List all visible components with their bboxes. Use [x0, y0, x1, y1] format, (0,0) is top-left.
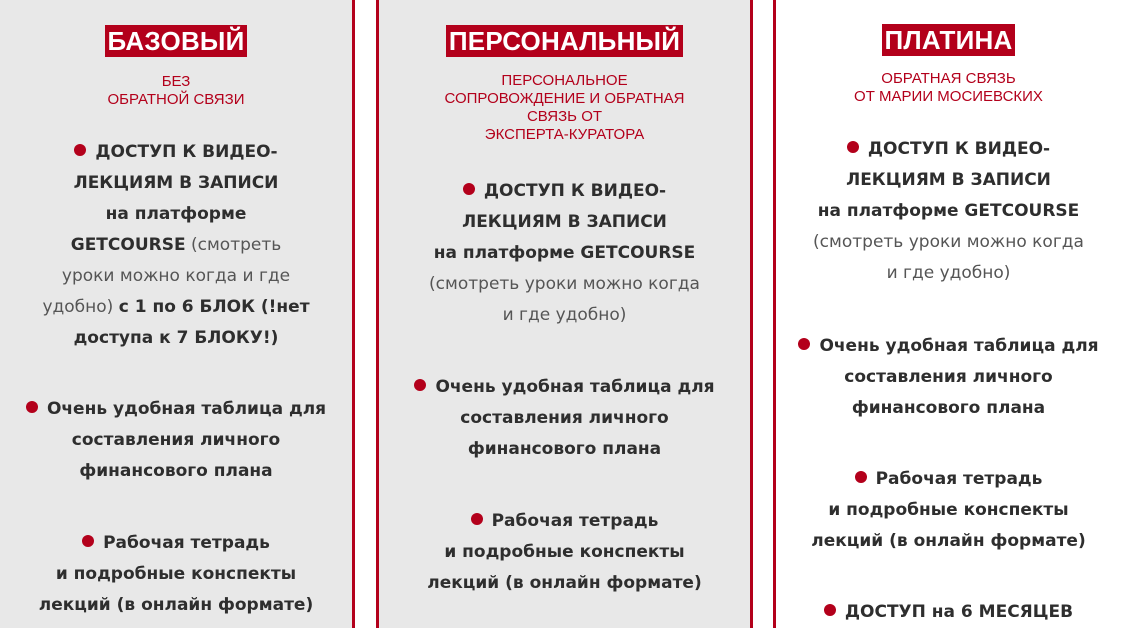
tier-badge-wrap — [379, 25, 750, 57]
bullet-dot-icon — [798, 338, 810, 350]
tier-column-platinum — [773, 0, 1121, 628]
tier-column-personal — [376, 0, 753, 628]
feature-access-duration — [776, 597, 1121, 628]
feature-line: финансового плана — [79, 461, 273, 481]
feature-line: ДОСТУП К ВИДЕО- — [0, 137, 352, 168]
feature-line: составления личного — [844, 367, 1053, 387]
feature-line: ДОСТУП К ВИДЕО- — [379, 176, 750, 207]
feature-workbook — [776, 464, 1121, 557]
bullet-dot-icon — [26, 401, 38, 413]
feature-line: лекций (в онлайн формате) — [427, 573, 702, 593]
feature-video-lectures — [0, 137, 352, 354]
feature-line: и где удобно) — [886, 263, 1011, 283]
feature-line: (смотреть уроки можно когда — [813, 232, 1084, 252]
bullet-dot-icon — [471, 513, 483, 525]
subtitle-line: ПЕРСОНАЛЬНОЕ — [501, 72, 628, 89]
feature-line: ЛЕКЦИЯМ В ЗАПИСИ — [846, 170, 1051, 190]
subtitle-line: ОБРАТНАЯ СВЯЗЬ — [881, 70, 1016, 87]
feature-video-lectures — [776, 134, 1121, 289]
bullet-dot-icon — [463, 183, 475, 195]
feature-line: и подробные конспекты — [444, 542, 685, 562]
bullet-dot-icon — [824, 604, 836, 616]
feature-line: GETCOURSE (смотреть — [70, 235, 282, 255]
tier-badge-personal: ПЕРСОНАЛЬНЫЙ — [446, 25, 683, 57]
feature-line: ДОСТУП на 6 МЕСЯЦЕВ — [776, 597, 1121, 628]
subtitle-line: ОБРАТНОЙ СВЯЗИ — [107, 91, 245, 108]
subtitle-line: ОТ МАРИИ МОСИЕВСКИХ — [854, 88, 1043, 105]
feature-finance-table — [0, 394, 352, 487]
bullet-dot-icon — [847, 141, 859, 153]
feature-finance-table — [379, 372, 750, 465]
feature-line: Рабочая тетрадь — [379, 506, 750, 537]
tier-badge-wrap — [0, 25, 352, 57]
bullet-dot-icon — [414, 379, 426, 391]
feature-line: доступа к 7 БЛОКУ!) — [73, 328, 279, 348]
feature-line: составления личного — [71, 430, 281, 450]
feature-line: и подробные конспекты — [828, 500, 1069, 520]
feature-line: Очень удобная таблица для — [0, 394, 352, 425]
feature-line: лекций (в онлайн формате) — [38, 595, 314, 615]
bullet-dot-icon — [82, 535, 94, 547]
feature-line: финансового плана — [467, 439, 662, 459]
subtitle-line: ЭКСПЕРТА-КУРАТОРА — [484, 126, 645, 143]
bullet-dot-icon — [74, 144, 86, 156]
feature-workbook — [379, 506, 750, 599]
feature-line: финансового плана — [851, 398, 1046, 418]
feature-line: Очень удобная таблица для — [776, 331, 1121, 362]
subtitle-line: СОПРОВОЖДЕНИЕ И ОБРАТНАЯ — [444, 90, 685, 107]
tier-badge-platinum: ПЛАТИНА — [882, 24, 1016, 56]
feature-line: ДОСТУП К ВИДЕО- — [776, 134, 1121, 165]
tier-badge-wrap — [776, 24, 1121, 56]
feature-line: составления личного — [460, 408, 669, 428]
tier-subtitle-platinum — [776, 70, 1121, 106]
feature-line: Рабочая тетрадь — [0, 528, 352, 559]
tier-subtitle-personal — [379, 72, 750, 144]
subtitle-line: СВЯЗЬ ОТ — [526, 108, 603, 125]
feature-line: на платформе — [105, 204, 247, 224]
bullet-dot-icon — [855, 471, 867, 483]
feature-line: и где удобно) — [502, 305, 627, 325]
feature-line: Очень удобная таблица для — [379, 372, 750, 403]
feature-line: на платформе GETCOURSE — [433, 243, 696, 263]
subtitle-line: БЕЗ — [161, 73, 191, 90]
feature-line: уроки можно когда и где — [61, 266, 291, 286]
feature-line: ЛЕКЦИЯМ В ЗАПИСИ — [462, 212, 667, 232]
feature-workbook — [0, 528, 352, 621]
feature-line: лекций (в онлайн формате) — [811, 531, 1086, 551]
feature-line: на платформе GETCOURSE — [817, 201, 1080, 221]
feature-line: и подробные конспекты — [55, 564, 297, 584]
feature-line: Рабочая тетрадь — [776, 464, 1121, 495]
feature-line: ЛЕКЦИЯМ В ЗАПИСИ — [73, 173, 279, 193]
feature-video-lectures — [379, 176, 750, 331]
tier-subtitle-basic — [0, 73, 352, 109]
feature-line: (смотреть уроки можно когда — [429, 274, 700, 294]
feature-finance-table — [776, 331, 1121, 424]
feature-line: удобно) с 1 по 6 БЛОК (!нет — [42, 297, 310, 317]
tier-column-basic — [0, 0, 355, 628]
tier-badge-basic: БАЗОВЫЙ — [105, 25, 248, 57]
